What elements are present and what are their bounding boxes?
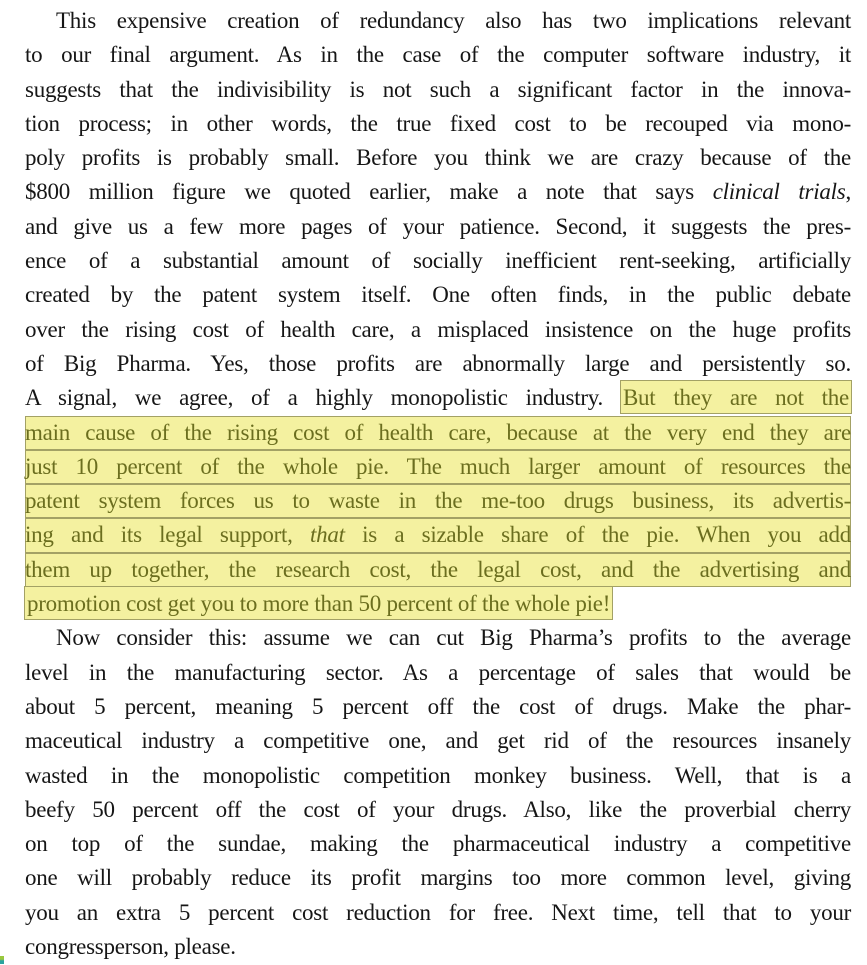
text-line [25,621,851,655]
text-line [25,724,851,758]
highlight-annotation[interactable]: main cause of the rising cost of health care, because at the very end they are [25,419,851,445]
text-run: you an extra 5 percent cost reduction for free. Next time, tell that to your [25,899,851,925]
text-run: poly profits is probably small. Before you think we are crazy because of the [25,145,851,171]
highlight-annotation[interactable]: promotion cost get you to more than 50 percent of the whole pie! [25,587,612,619]
text-line-highlighted [25,587,851,621]
text-run: one will probably reduce its profit margins too more common level, giving [25,865,851,891]
text-line [25,690,851,724]
text-line-highlighted [25,553,851,587]
text-line [25,656,851,690]
highlight-annotation[interactable]: them up together, the research cost, the legal cost, and the advertising and [25,556,851,582]
text-line [25,73,851,107]
text-run: of Big Pharma. Yes, those profits are abnormally large and persistently so. [25,350,851,376]
text-line [25,107,851,141]
text-run: beefy 50 percent off the cost of your drugs. Also, like the proverbial cherry [25,796,851,822]
text-line [25,759,851,793]
text-line-highlighted [25,484,851,518]
text-run: This expensive creation of redundancy also has two implications relevant [56,8,851,33]
text-line-highlighted [25,450,851,484]
text-run: maceutical industry a competitive one, and get rid of the resources insanely [25,728,851,754]
highlight-annotation[interactable]: ing and its legal support, [25,522,311,548]
text-line [25,210,851,244]
highlight-annotation[interactable]: that [310,522,345,548]
text-run: A signal, we agree, of a highly monopolistic industry. [25,385,621,411]
text-run: created by the patent system itself. One often finds, in the public debate [25,282,851,308]
text-line [25,278,851,312]
text-line [25,793,851,827]
text-run: about 5 percent, meaning 5 percent off the cost of drugs. Make the phar- [25,693,851,719]
corner-artifact [0,956,4,964]
text-run: over the rising cost of health care, a misplaced insistence on the huge profits [25,316,851,342]
text-run: to our final argument. As in the case of the computer software industry, it [25,42,851,68]
text-run: $800 million figure we quoted earlier, make a note that says [25,179,713,205]
text-line [25,4,851,38]
text-run: and give us a few more pages of your patience. Second, it suggests the pres- [25,213,851,239]
text-run: suggests that the indivisibility is not such a significant factor in the innova- [25,76,851,102]
text-line [25,141,851,175]
text-line-highlighted [25,518,851,552]
text-line [25,38,851,72]
text-run: on top of the sundae, making the pharmaceutical industry a competitive [25,831,851,857]
text-line [25,347,851,381]
text-line [25,175,851,209]
highlight-annotation[interactable]: patent system forces us to waste in the me-too drugs business, its advertis- [25,488,851,514]
text-line [25,896,851,930]
highlight-annotation[interactable]: just 10 percent of the whole pie. The much larger amount of resources the [25,453,851,479]
text-run: Now consider this: assume we can cut Big Pharma’s profits to the average [56,625,851,651]
text-line-highlighted [25,416,851,450]
text-run: congressperson, please. [25,934,236,960]
highlight-annotation[interactable]: But they are not the [621,381,851,413]
text-line [25,244,851,278]
text-run: wasted in the monopolistic competition monkey business. Well, that is a [25,762,851,788]
text-line [25,313,851,347]
highlight-annotation[interactable]: is a sizable share of the pie. When you add [344,522,852,548]
text-line [25,930,851,964]
text-run: level in the manufacturing sector. As a percentage of sales that would be [25,659,851,685]
text-line [25,861,851,895]
text-run: , [845,179,851,205]
text-run: tion process; in other words, the true fixed cost to be recouped via mono- [25,110,851,136]
text-line-highlighted [25,381,851,415]
text-run: clinical trials [712,179,846,205]
text-run: ence of a substantial amount of socially inefficient rent-seeking, artificially [25,248,851,274]
text-line [25,827,851,861]
